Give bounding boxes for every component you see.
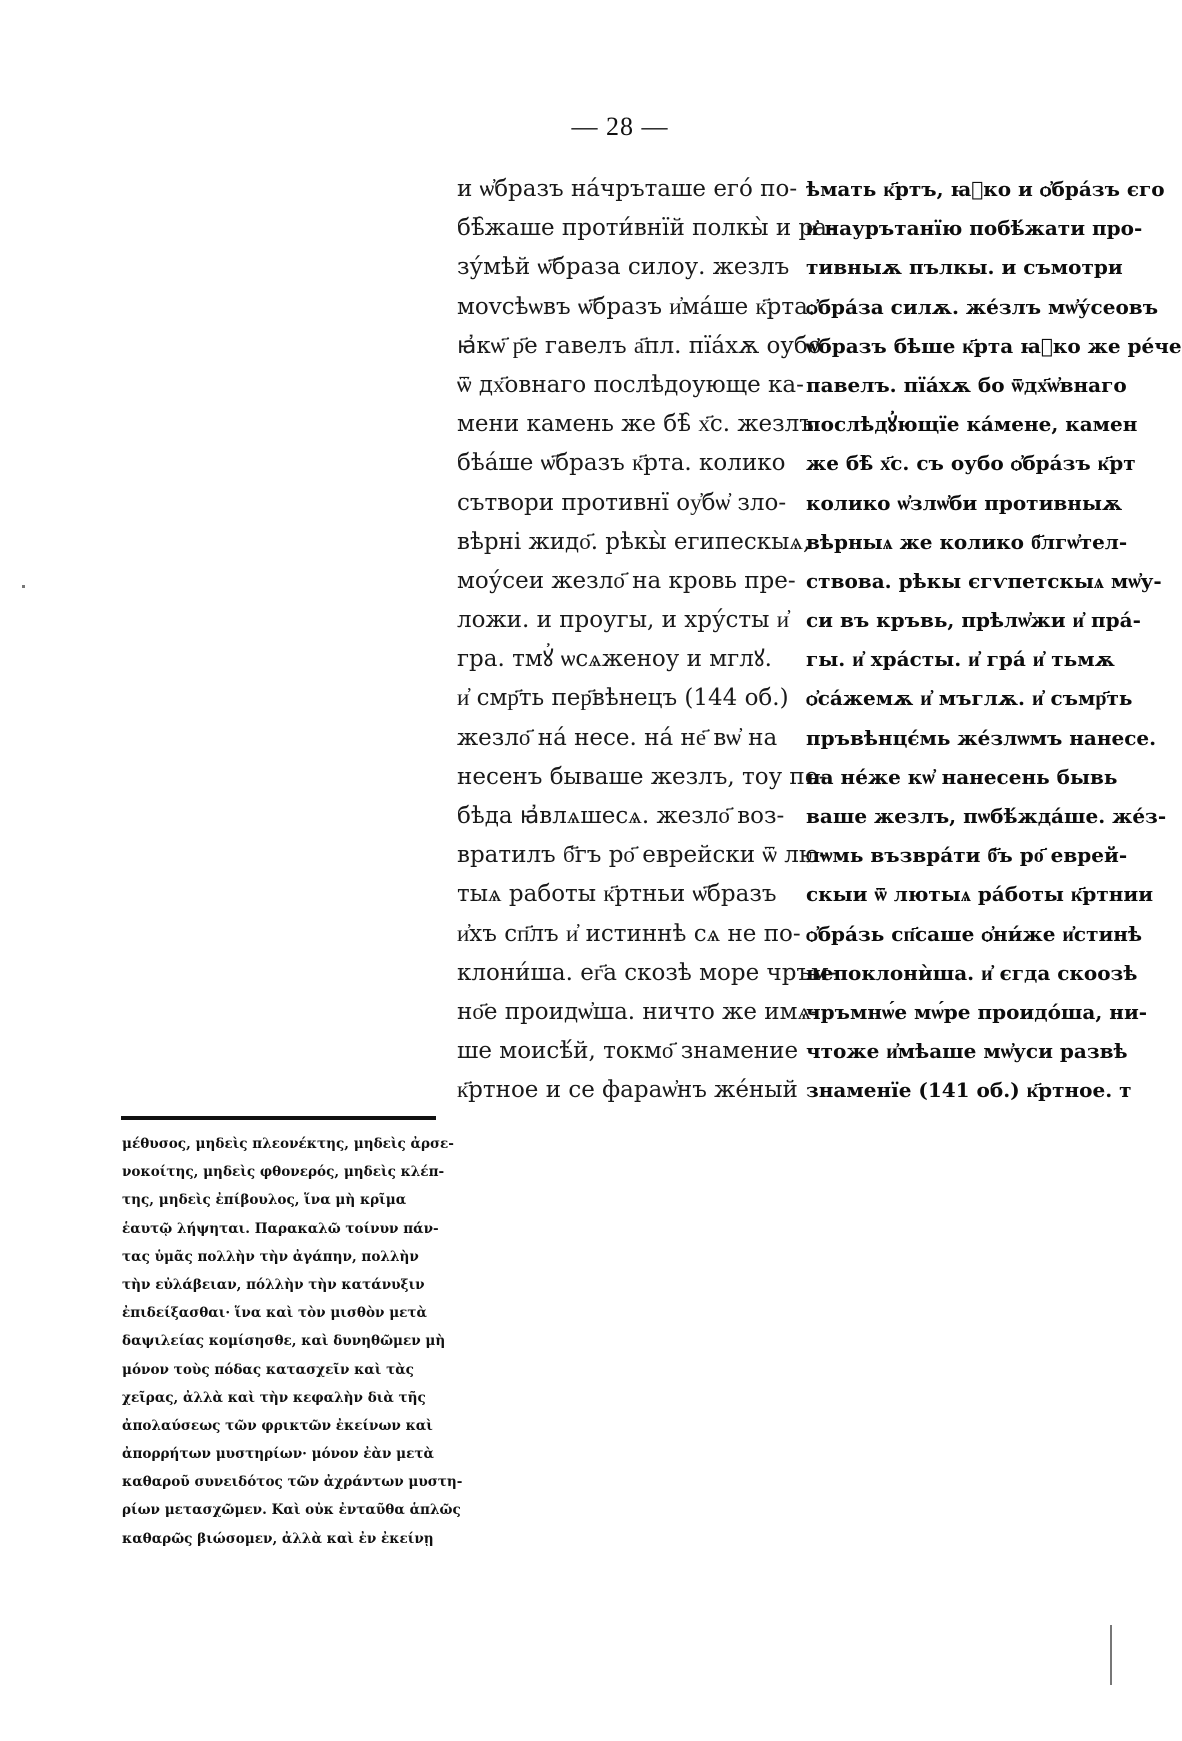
right-column-line: и҆ наурътанїю побѣ́жати про- xyxy=(806,216,1143,241)
footnote-line: μέθυσος, μηδεὶς πλεονέκτης, μηδεὶς ἀρσε- xyxy=(122,1136,454,1152)
right-column-line: ѻ҆бра́за силѫ. же́злъ мѡ҆у́сеовъ xyxy=(806,294,1159,319)
footnote-line: ρίων μετασχῶμεν. Καὶ οὐκ ἐνταῦθα ἁπλῶς xyxy=(122,1502,461,1519)
right-column-line: послѣдꙋ҆ющїе ка́мене, камен xyxy=(806,412,1138,437)
footnote-line: ἀπορρήτων μυστηρίων· μόνον ἐὰν μετὰ xyxy=(122,1446,434,1463)
right-column-line: ваше жезлъ, пѡбѣ́жда́ше. же́з- xyxy=(806,804,1167,828)
right-column-line: ѣмать к҃ртъ, ꙗ҆ко и ѻ҆бра́зъ єго xyxy=(806,177,1165,201)
right-column-line: тивныѫ пълкы. и съмотри xyxy=(806,255,1123,280)
right-column-line: же бѣ̑ х҃с. съ оубо ѻ҆бра́зъ к҃рт xyxy=(806,451,1136,476)
middle-column-line: сътвори противнї оу҆бѡ҆ зло- xyxy=(457,489,787,516)
right-column-line: пръвѣнцє́мь же́злѡмъ нанесе. xyxy=(806,725,1157,750)
margin-mark-left xyxy=(22,585,25,588)
middle-column-line: к҃ртное и се фараѡ҆нъ же́ный xyxy=(457,1077,798,1104)
middle-column-line: бѣа́ше ѡ҃бразъ к҃рта. колико xyxy=(457,450,786,477)
middle-column-line: и҆ смр҃ть пер҃вѣнецъ (144 об.) xyxy=(457,685,789,712)
footnote-line: ἐπιδείξασθαι· ἵνα καὶ τὸν μισθὸν μετὰ xyxy=(122,1305,428,1322)
middle-column-line: бѣ̑жаше проти́внїй полкы̀ и ра- xyxy=(457,215,835,242)
middle-column-line: несенъ бываше жезлъ, тоу по- xyxy=(457,763,827,790)
footnote-line: μόνον τοὺς πόδας κατασχεῖν καὶ τὰς xyxy=(122,1361,414,1378)
right-column-line: ѻ҆са́жемѫ и҆ мъглѫ. и҆ съмр҃ть xyxy=(806,686,1133,711)
middle-column-line: зу́мѣй ѡ҃браза силоу. жезлъ xyxy=(457,254,790,281)
footnote-line: δαψιλείας κομίσησθε, καὶ δυνηθῶμεν μὴ xyxy=(122,1333,446,1350)
middle-column-line: тыѧ работы к҃ртньи ѡ҃бразъ xyxy=(457,881,777,908)
right-column-line: колико ѡ҆злѡ҆би противныѫ xyxy=(806,490,1123,515)
right-column-line: лѡмь възвра́ти б҃ъ ро҃ еврей- xyxy=(806,843,1128,868)
right-column-line: чтоже и҆мѣаше мѡ҆уси развѣ xyxy=(806,1039,1128,1064)
footnote-line: καθαρῶς βιώσομεν, ἀλλὰ καὶ ἐν ἐκείνῃ xyxy=(122,1530,434,1547)
right-column-line: ствова. рѣкы єгѵпетскыѧ мѡ҆у- xyxy=(806,568,1162,593)
middle-column-line: бѣда ꙗ҆влѧшесѧ. жезло҃ воз- xyxy=(457,803,785,829)
middle-column-line: клони́ша. ег҃а скозѣ море чръм- xyxy=(457,959,837,986)
middle-column-line: ѿ дх҃овнаго послѣдоующе ка- xyxy=(457,371,804,398)
middle-column-line: и҆хъ сп҃лъ и҆ истиннѣ сѧ не по- xyxy=(457,920,801,947)
footnote-line: τας ὑμᾶς πολλὴν τὴν ἀγάπην, πολλὴν xyxy=(122,1248,419,1265)
middle-column-line: моvсѣѡвъ ѡ҃бразъ и҆ма́ше к҃рта. xyxy=(457,293,816,320)
footnote-line: ἀπολαύσεως τῶν φρικτῶν ἐκείνων καὶ xyxy=(122,1417,433,1434)
middle-column-line: мени камень же бѣ̑ х҃с. жезлъ xyxy=(457,411,814,438)
footnote-separator xyxy=(121,1116,436,1120)
middle-column-line: жезло҃ на́ несе. на́ не҃ вѡ҆ на xyxy=(457,724,778,751)
footnote-line: χεῖρας, ἀλλὰ καὶ τὴν κεφαλὴν διὰ τῆς xyxy=(122,1389,426,1406)
footnote-line: ἑαυτῷ λήψηται. Παρακαλῶ τοίνυν πάν- xyxy=(122,1220,439,1237)
right-column-line: ѻ҆бра́зь сп҃саше ѻ҆ни́же и҆стинѣ xyxy=(806,921,1143,946)
right-column-line: скыи ѿ лютыѧ ра́боты к҃ртнии xyxy=(806,882,1154,907)
right-column-line: гы. и҆ хра́сты. и҆ гра́ и҆ тьмѫ xyxy=(806,647,1115,672)
footnote-line: της, μηδεὶς ἐπίβουλος, ἵνα μὴ κρῖμα xyxy=(122,1192,407,1209)
middle-column-line: вратилъ б҃гъ ро҃ еврейски ѿ лю- xyxy=(457,842,827,869)
bulgarian-column xyxy=(806,170,1182,1111)
footnote-line: τὴν εὐλάβειαν, πόλλὴν τὴν κατάνυξιν xyxy=(122,1276,425,1293)
right-column-line: чръмнѡ́е мѡ́ре проидо́ша, ни- xyxy=(806,999,1148,1024)
middle-column-line: моу́сеи жезло҃ на кровь пре- xyxy=(457,567,796,594)
church-slavonic-column xyxy=(457,170,837,1111)
right-column-line: знаменїе (141 об.) к҃ртное. т xyxy=(806,1078,1132,1103)
page-number: — 28 — xyxy=(571,112,669,141)
footnote-line: νοκοίτης, μηδεὶς φθονερός, μηδεὶς κλέπ- xyxy=(122,1164,445,1181)
middle-column-line: но҃е проидѡ҆ша. ничто же имѧ- xyxy=(457,998,819,1025)
middle-column-line: ше моисѣ́й, токмо҃ знамение xyxy=(457,1038,799,1065)
right-column-line: вѣрныѧ же колико б҃лгѡ҆тел- xyxy=(806,529,1128,554)
right-column-line: ѡ҆бразъ бѣше к҃рта ꙗ҆ко же ре́че xyxy=(806,333,1182,358)
right-column-line: непоклонѝша. и҆ єгда скоозѣ xyxy=(806,960,1138,985)
right-column-line: на не́же кѡ҆ нанесень бывь xyxy=(806,764,1118,789)
margin-mark-right xyxy=(1110,1625,1112,1685)
middle-column-line: и ѡ҆бразъ на́чръташе его́ по- xyxy=(457,176,798,202)
greek-footnote xyxy=(122,1130,463,1553)
middle-column-line: гра. тмꙋ҆ ѡсѧженоу и мглꙋ. xyxy=(457,646,772,673)
middle-column-line: ꙗ҆кѡ҃ р҃е гавелъ а҃пл. пїа́хѫ оубо xyxy=(457,332,822,359)
right-column-line: си въ кръвь, прѣлѡ҆жи и҆ пра́- xyxy=(806,608,1141,633)
middle-column-line: вѣрні жидо҃. рѣкы̀ египескыѧ, xyxy=(457,528,811,555)
footnote-line: καθαροῦ συνειδότος τῶν ἀχράντων μυστη- xyxy=(122,1474,463,1491)
right-column-line: павелъ. пїа́хѫ бо ѿдх҃ѡ҆внаго xyxy=(806,372,1127,397)
middle-column-line: ложи. и проугы, и хру́сты и҆ xyxy=(457,607,790,634)
